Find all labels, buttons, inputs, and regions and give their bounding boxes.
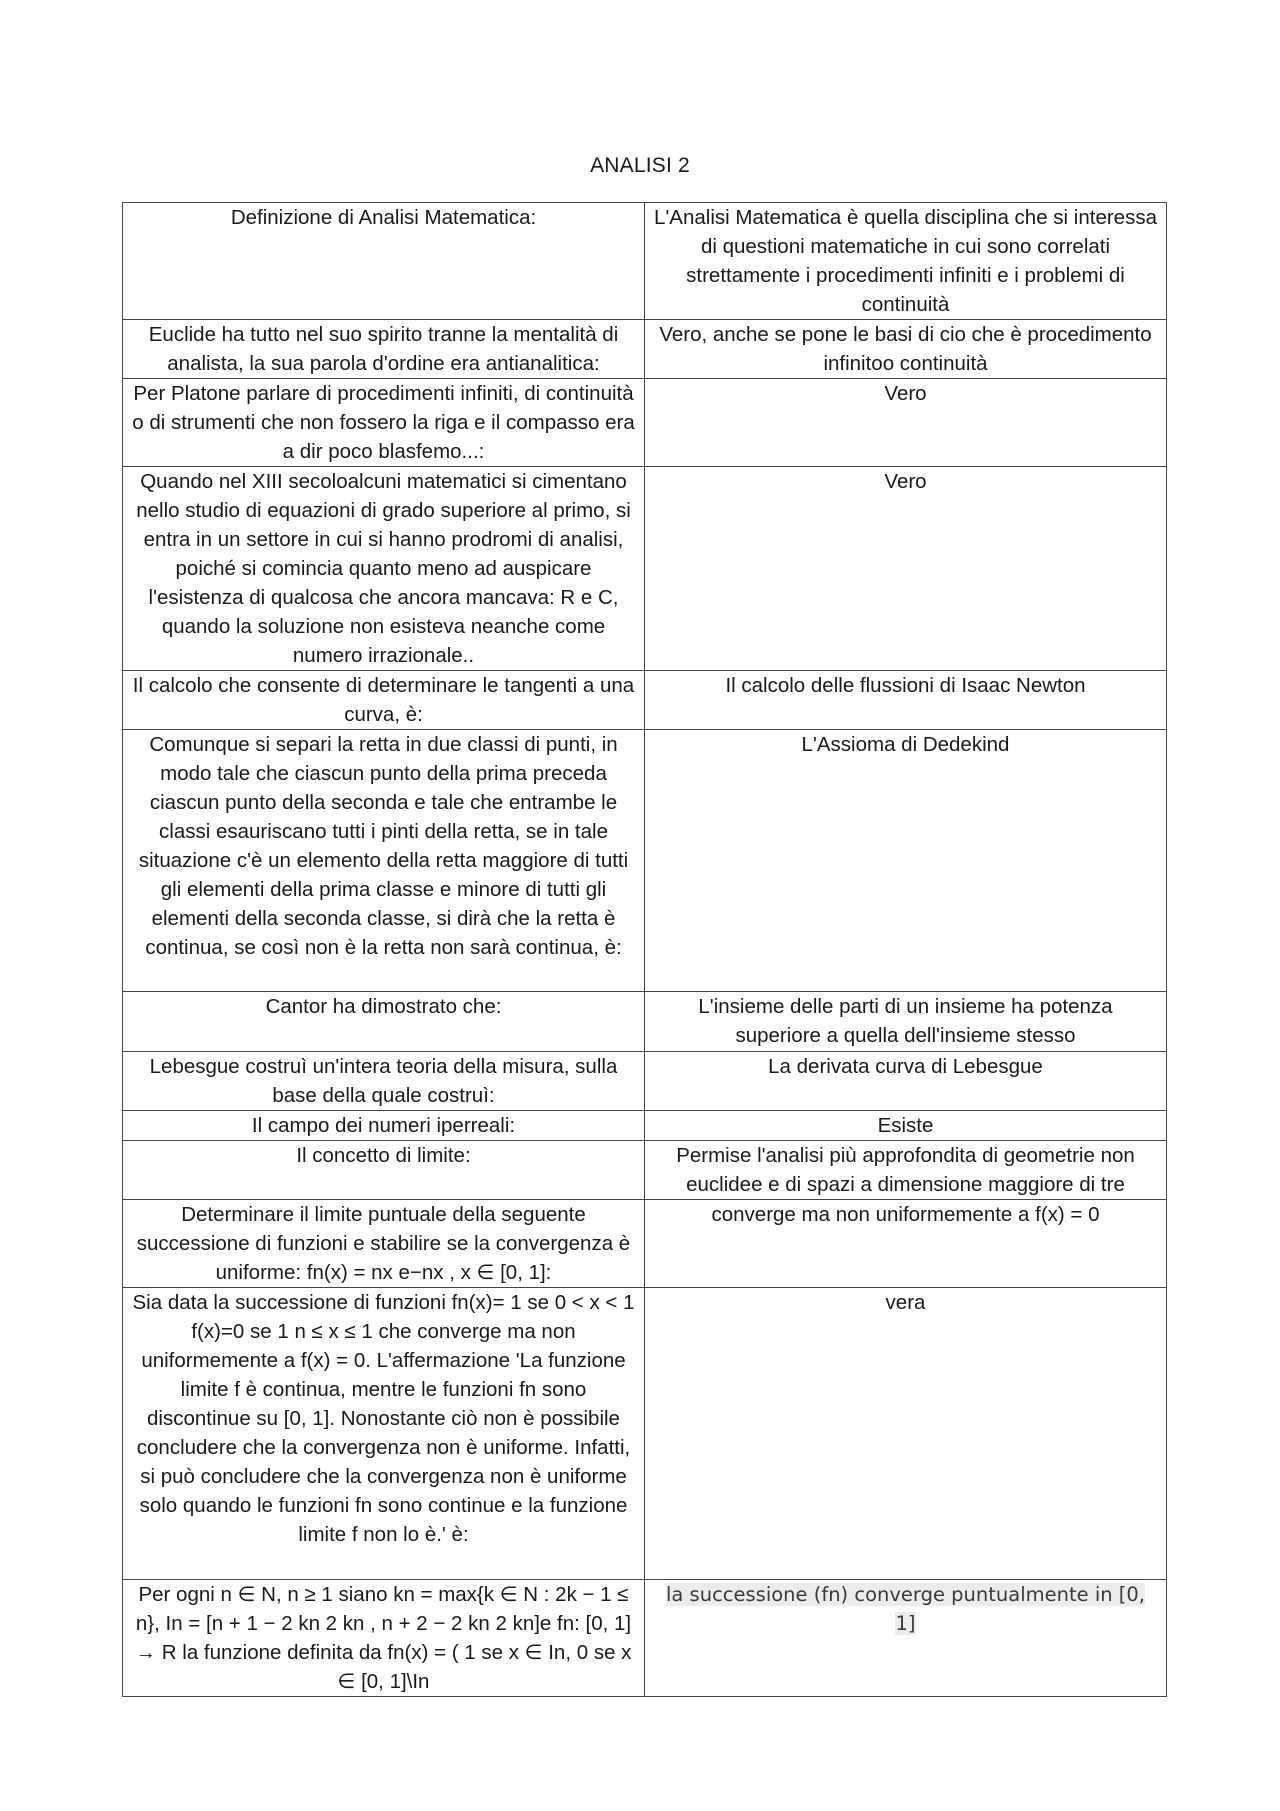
table-row — [123, 467, 1167, 671]
table-row — [123, 379, 1167, 467]
table-row — [123, 1111, 1167, 1141]
question-cell: Quando nel XIII secoloalcuni matematici si cimentano nello studio di equazioni di grado superiore al primo, si entra in un settore in cui si hanno prodromi di analisi, poiché si comincia quanto meno ad auspicare l'esistenza di qualcosa che ancora mancava: R e C, quando la soluzione non esisteva neanche come numero irrazionale.. — [123, 467, 645, 671]
question-cell: Euclide ha tutto nel suo spirito tranne la mentalità di analista, la sua parola d'ordine era antianalitica: — [123, 320, 645, 379]
question-cell: Per ogni n ∈ N, n ≥ 1 siano kn = max{k ∈ N : 2k − 1 ≤ n}, In = [n + 1 − 2 kn 2 kn , n + 2 − 2 kn 2 kn]e fn: [0, 1] → R la funzione definita da fn(x) = ( 1 se x ∈ In, 0 se x ∈ [0, 1]\In — [123, 1580, 645, 1697]
question-cell: Sia data la successione di funzioni fn(x)= 1 se 0 < x < 1 f(x)=0 se 1 n ≤ x ≤ 1 che converge ma non uniformemente a f(x) = 0. L'affermazione 'La funzione limite f è continua, mentre le funzioni fn sono discontinue su [0, 1]. Nonostante ciò non è possibile concludere che la convergenza non è uniforme. Infatti, si può concludere che la convergenza non è uniforme solo quando le funzioni fn sono continue e la funzione limite f non lo è.' è: — [123, 1288, 645, 1580]
question-cell: Il concetto di limite: — [123, 1141, 645, 1200]
table-row — [123, 1580, 1167, 1697]
table-row — [123, 1288, 1167, 1580]
table-row — [123, 1141, 1167, 1200]
table-row — [123, 992, 1167, 1052]
highlighted-answer: la successione (fn) converge puntualmente in [0, 1] — [665, 1583, 1146, 1635]
question-cell: Cantor ha dimostrato che: — [123, 992, 645, 1052]
answer-cell: La derivata curva di Lebesgue — [645, 1052, 1167, 1111]
answer-cell: L'insieme delle parti di un insieme ha potenza superiore a quella dell'insieme stesso — [645, 992, 1167, 1052]
question-cell: Comunque si separi la retta in due classi di punti, in modo tale che ciascun punto della prima preceda ciascun punto della seconda e tale che entrambe le classi esauriscano tutti i pinti della retta, se in tale situazione c'è un elemento della retta maggiore di tutti gli elementi della prima classe e minore di tutti gli elementi della seconda classe, si dirà che la retta è continua, se così non è la retta non sarà continua, è: — [123, 730, 645, 992]
answer-cell: Vero, anche se pone le basi di cio che è procedimento infinitoo continuità — [645, 320, 1167, 379]
answer-cell: Permise l'analisi più approfondita di geometrie non euclidee e di spazi a dimensione maggiore di tre — [645, 1141, 1167, 1200]
question-cell: Lebesgue costruì un'intera teoria della misura, sulla base della quale costruì: — [123, 1052, 645, 1111]
answer-cell: vera — [645, 1288, 1167, 1580]
question-cell: Determinare il limite puntuale della seguente successione di funzioni e stabilire se la convergenza è uniforme: fn(x) = nx e−nx , x ∈ [0, 1]: — [123, 1200, 645, 1288]
question-cell: Definizione di Analisi Matematica: — [123, 203, 645, 320]
question-cell: Il calcolo che consente di determinare le tangenti a una curva, è: — [123, 671, 645, 730]
answer-cell: L'Assioma di Dedekind — [645, 730, 1167, 992]
table-row — [123, 1052, 1167, 1111]
qa-table — [122, 202, 1167, 1697]
page-title: ANALISI 2 — [590, 154, 690, 177]
table-row — [123, 1200, 1167, 1288]
answer-cell — [645, 1580, 1167, 1697]
answer-cell: Vero — [645, 379, 1167, 467]
answer-cell: converge ma non uniformemente a f(x) = 0 — [645, 1200, 1167, 1288]
table-row — [123, 320, 1167, 379]
question-cell: Il campo dei numeri iperreali: — [123, 1111, 645, 1141]
table-row — [123, 203, 1167, 320]
question-cell: Per Platone parlare di procedimenti infiniti, di continuità o di strumenti che non fossero la riga e il compasso era a dir poco blasfemo...: — [123, 379, 645, 467]
answer-cell: L'Analisi Matematica è quella disciplina che si interessa di questioni matematiche in cui sono correlati strettamente i procedimenti infiniti e i problemi di continuità — [645, 203, 1167, 320]
answer-cell: Il calcolo delle flussioni di Isaac Newton — [645, 671, 1167, 730]
answer-cell: Esiste — [645, 1111, 1167, 1141]
table-row — [123, 671, 1167, 730]
table-row — [123, 730, 1167, 992]
answer-cell: Vero — [645, 467, 1167, 671]
